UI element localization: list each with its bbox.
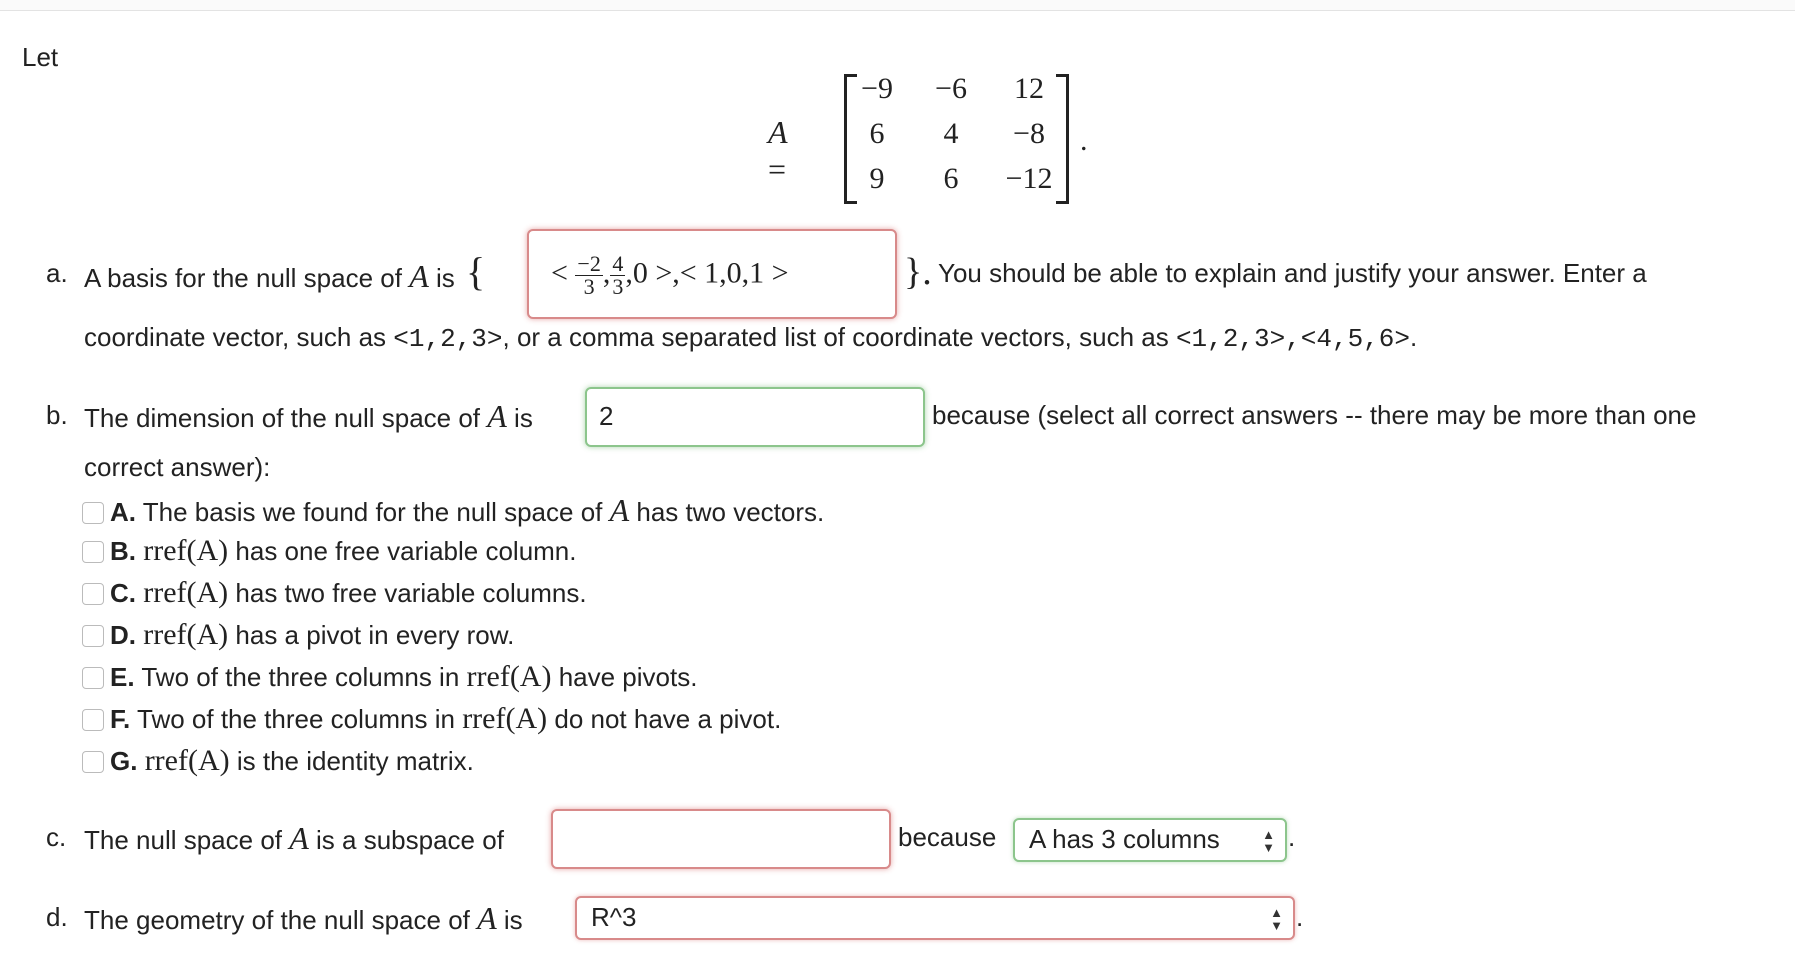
part-a-marker: a.	[46, 258, 68, 288]
open-brace: {	[466, 249, 486, 294]
geometry-select[interactable]	[575, 896, 1295, 940]
matrix-label: A =	[768, 114, 788, 187]
checkbox-a[interactable]	[82, 502, 104, 524]
fraction-2: $\frac{4}{3}$	[612, 251, 624, 299]
option-d[interactable]: D. rref(A) has a pivot in every row.	[82, 618, 514, 658]
matrix-cell: −6	[935, 72, 967, 105]
matrix-cell: 6	[943, 162, 959, 195]
checkbox-b[interactable]	[82, 541, 104, 563]
dimension-value: 2	[599, 401, 614, 431]
geometry-select-value: R^3	[591, 902, 637, 932]
option-b[interactable]: B. rref(A) has one free variable column.	[82, 534, 577, 574]
option-c[interactable]: C. rref(A) has two free variable columns.	[82, 576, 587, 616]
example-vector-list: <1,2,3>,<4,5,6>	[1175, 324, 1410, 354]
part-a-instructions: coordinate vector, such as <1,2,3>, or a comma separated list of coordinate vectors, such as <1,2,3>,<4,5,6>.	[84, 322, 1418, 354]
checkbox-c[interactable]	[82, 583, 104, 605]
checkbox-g[interactable]	[82, 751, 104, 773]
part-b-line2: correct answer):	[84, 452, 271, 482]
because-label: because	[898, 822, 997, 852]
matrix-right-bracket	[1056, 74, 1069, 204]
matrix-cell: 4	[943, 117, 959, 150]
matrix-cell: −12	[1005, 162, 1053, 195]
part-d-marker: d.	[46, 902, 68, 932]
select-arrows-icon: ▲ ▼	[1270, 905, 1283, 933]
select-arrows-icon: ▲ ▼	[1262, 827, 1275, 855]
example-vector: <1,2,3>	[393, 324, 503, 354]
null-space-basis-input[interactable]	[527, 229, 897, 319]
part-c-prefix: The null space of A is a subspace of	[84, 820, 504, 856]
close-brace: }.	[904, 251, 932, 293]
part-b-suffix: because (select all correct answers -- there may be more than one	[932, 400, 1697, 430]
fraction-1: $\frac{-2}{3}$	[577, 251, 601, 299]
option-e[interactable]: E. Two of the three columns in rref(A) have pivots.	[82, 660, 697, 700]
part-b-marker: b.	[46, 400, 68, 430]
top-divider	[0, 0, 1795, 11]
part-d-end: .	[1296, 902, 1304, 932]
part-a-prefix: A basis for the null space of A is	[84, 258, 455, 294]
option-a[interactable]: A. The basis we found for the null space of A has two vectors.	[82, 492, 824, 532]
intro-text: Let	[22, 42, 59, 72]
checkbox-d[interactable]	[82, 625, 104, 647]
part-a-suffix: You should be able to explain and justify your answer. Enter a	[938, 258, 1647, 288]
matrix-cell: 6	[869, 117, 885, 150]
reason-select[interactable]	[1013, 818, 1287, 862]
matrix-cell: −8	[1013, 117, 1045, 150]
part-c-end: .	[1288, 822, 1296, 852]
subspace-input[interactable]	[551, 809, 891, 869]
dimension-input[interactable]	[585, 387, 925, 447]
reason-select-value: A has 3 columns	[1029, 824, 1220, 854]
part-d-prefix: The geometry of the null space of A is	[84, 900, 523, 936]
checkbox-f[interactable]	[82, 709, 104, 731]
option-f[interactable]: F. Two of the three columns in rref(A) do not have a pivot.	[82, 702, 781, 742]
part-c-marker: c.	[46, 822, 67, 852]
checkbox-e[interactable]	[82, 667, 104, 689]
matrix-cell: 12	[1014, 72, 1044, 105]
matrix-period: .	[1080, 124, 1088, 157]
matrix-cell: −9	[861, 72, 893, 105]
option-g[interactable]: G. rref(A) is the identity matrix.	[82, 744, 474, 784]
matrix-cell: 9	[869, 162, 885, 195]
basis-answer: < $\frac{-2}{3}$ , $\frac{4}{3}$ ,0 >,< 1,0,1 >	[551, 251, 789, 299]
part-b-prefix: The dimension of the null space of A is	[84, 398, 533, 434]
